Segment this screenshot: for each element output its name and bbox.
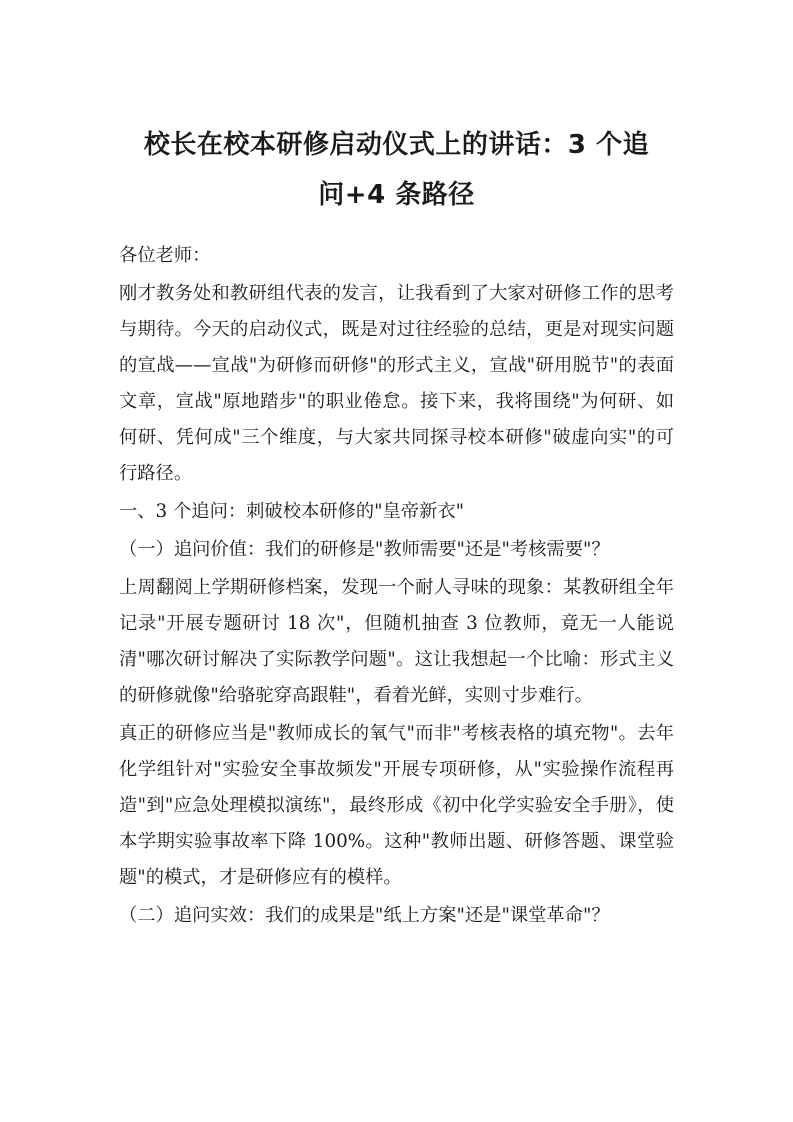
intro-paragraph: 刚才教务处和教研组代表的发言，让我看到了大家对研修工作的思考与期待。今天的启动仪式，既是对过往经验的总结，更是对现实问题的宣战——宣战"为研修而研修"的形式主义，宣战"研用脱节"的表面文章，宣战"原地踏步"的职业倦怠。接下来，我将围绕"为何研、如何研、凭何成"三个维度，与大家共同探寻校本研修"破虚向实"的可行路径。 [119, 283, 674, 484]
subsection-heading-value: （一）追问价值：我们的研修是"教师需要"还是"考核需要"？ [119, 539, 610, 560]
body-paragraph-archive: 上周翻阅上学期研修档案，发现一个耐人寻味的现象：某教研组全年记录"开展专题研讨 18 次"，但随机抽查 3 位教师，竟无一人能说清"哪次研讨解决了实际教学问题"。这让我想起一个比喻：形式主义的研修就像"给骆驼穿高跟鞋"，看着光鲜，实则寸步难行。 [119, 577, 674, 706]
document-title: 校长在校本研修启动仪式上的讲话：3 个追问+4 条路径 [143, 130, 650, 210]
body-paragraph-chemistry: 真正的研修应当是"教师成长的氧气"而非"考核表格的填充物"。去年化学组针对"实验安全事故频发"开展专项研修，从"实验操作流程再造"到"应急处理模拟演练"，最终形成《初中化学实验安全手册》，使本学期实验事故率下降 100%。这种"教师出题、研修答题、课堂验题"的模式，才是研修应有的模样。 [119, 723, 674, 888]
salutation: 各位老师： [119, 245, 211, 266]
subsection-heading-effect: （二）追问实效：我们的成果是"纸上方案"还是"课堂革命"？ [119, 905, 610, 926]
section-heading: 一、3 个追问：刺破校本研修的"皇帝新衣" [119, 501, 465, 522]
